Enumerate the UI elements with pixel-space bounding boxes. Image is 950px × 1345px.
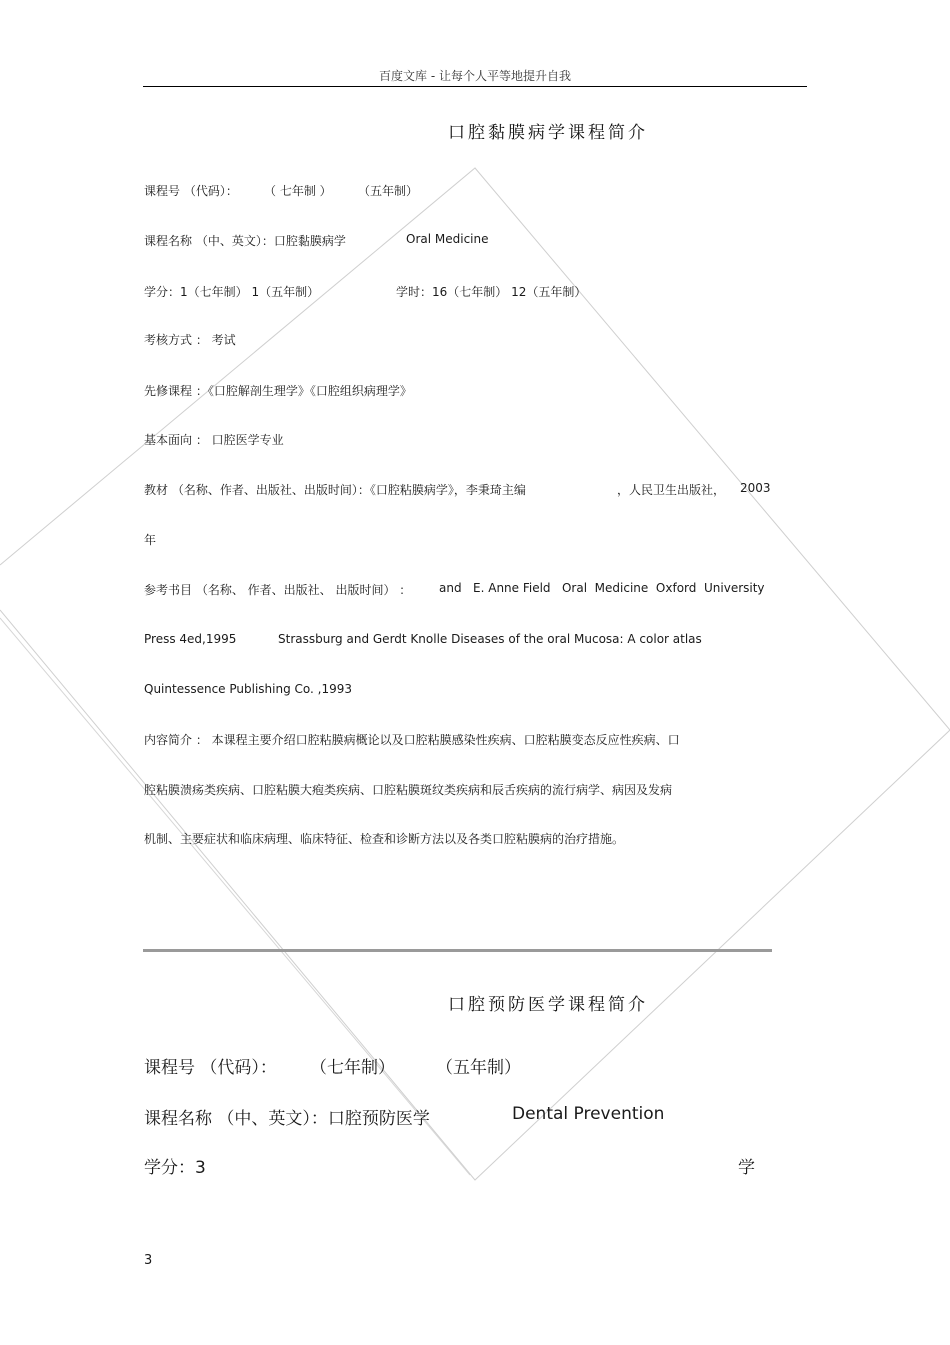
course2-title: 口腔预防医学课程简介 [448, 995, 648, 1015]
course1-refs-line2-a: Press 4ed,1995 [144, 632, 237, 646]
course2-name-label: 课程名称 （中、英文）：口腔预防医学 [144, 1109, 430, 1129]
course1-code-five: （五年制） [358, 184, 419, 198]
course1-textbook-line2: 年 [144, 533, 157, 547]
course2-credit: 学分：3 [144, 1158, 206, 1178]
course1-textbook-publisher: ，人民卫生出版社， [617, 483, 726, 497]
course2-code-seven: （七年制） [310, 1058, 395, 1078]
course1-credit: 学分：1（七年制） 1（五年制） [144, 285, 320, 299]
course1-target: 基本面向 ： 口腔医学专业 [144, 433, 284, 447]
course2-code-five: （五年制） [436, 1058, 521, 1078]
course1-code-label: 课程号 （代码）： [144, 184, 238, 198]
course1-refs-line3: Quintessence Publishing Co. ,1993 [144, 682, 353, 696]
course2-right-char: 学 [738, 1158, 755, 1178]
course1-intro-line1: 内容简介 ： 本课程主要介绍口腔粘膜病概论以及口腔粘膜感染性疾病、口腔粘膜变态反应性疾病、口 [144, 733, 680, 747]
course1-assessment: 考核方式 ： 考试 [144, 333, 236, 347]
header-rule [143, 86, 807, 87]
page-header: 百度文库 - 让每个人平等地提升自我 [379, 69, 571, 83]
course1-intro-line3: 机制、主要症状和临床病理、临床特征、检查和诊断方法以及各类口腔粘膜病的治疗措施。 [144, 832, 625, 846]
course1-textbook-year: 2003 [740, 481, 771, 495]
section-divider [143, 949, 772, 952]
course1-prereq: 先修课程 ：《口腔解剖生理学》《口腔组织病理学》 [144, 384, 412, 398]
course1-hours: 学时：16（七年制） 12（五年制） [396, 285, 587, 299]
course1-refs-label: 参考书目 （名称、 作者、出版社、 出版时间） ： [144, 583, 412, 597]
course1-name-en: Oral Medicine [406, 232, 489, 246]
course1-refs-line2-b: Strassburg and Gerdt Knolle Diseases of the oral Mucosa: A color atlas [278, 632, 702, 646]
course1-intro-line2: 腔粘膜溃疡类疾病、口腔粘膜大疱类疾病、口腔粘膜斑纹类疾病和辰舌疾病的流行病学、病因及发病 [144, 783, 673, 797]
course2-code-label: 课程号 （代码）： [144, 1058, 277, 1078]
course1-refs-line1: and E. Anne Field Oral Medicine Oxford University [439, 581, 765, 595]
page-number: 3 [144, 1253, 153, 1268]
course1-name-label: 课程名称 （中、英文）：口腔黏膜病学 [144, 234, 346, 248]
course1-title: 口腔黏膜病学课程简介 [448, 123, 648, 143]
course1-code-seven: （ 七年制 ） [264, 184, 332, 198]
course2-name-en: Dental Prevention [512, 1104, 665, 1124]
course1-textbook-line1: 教材 （名称、作者、出版社、出版时间）：《口腔粘膜病学》，李秉琦主编 [144, 483, 526, 497]
